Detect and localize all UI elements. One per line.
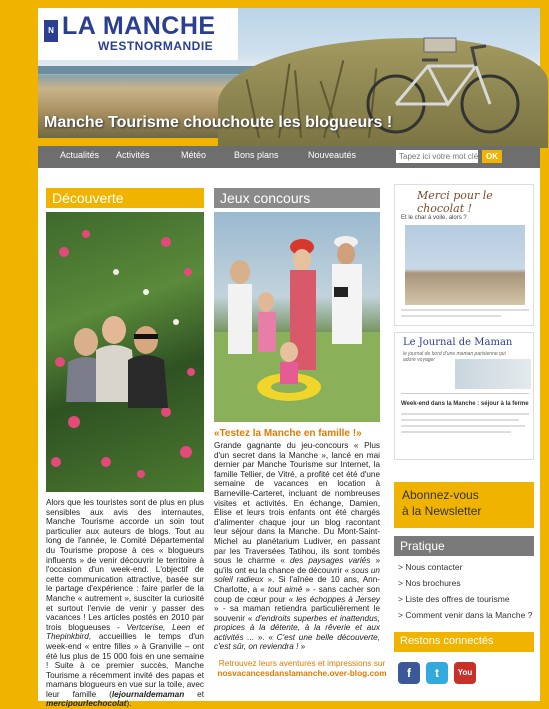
- newsletter-box[interactable]: [394, 482, 534, 528]
- garden-photo-illustration: [46, 212, 204, 492]
- logo-subtitle: WESTNORMANDIE: [98, 39, 214, 53]
- divider: [401, 315, 501, 317]
- divider: [401, 393, 529, 394]
- link-nous-contacter[interactable]: > Nous contacter: [398, 562, 463, 572]
- top-nav: [38, 146, 540, 168]
- photo-bloggers-garden: [46, 212, 204, 492]
- divider: [401, 413, 529, 415]
- pratique-title: Pratique: [400, 539, 445, 553]
- divider: [401, 431, 511, 433]
- search-input[interactable]: [396, 150, 478, 163]
- logo-mark: N: [44, 20, 58, 42]
- clipping1-title: Merci pour le chocolat !: [417, 189, 493, 215]
- clipping1-beach-photo: [405, 225, 525, 305]
- facebook-icon[interactable]: f: [398, 662, 420, 684]
- nav-item-nouveautes[interactable]: Nouveautés: [308, 150, 357, 160]
- clipping2-post-title: Week-end dans la Manche : séjour à la ferme: [401, 401, 529, 407]
- clipping1-subtitle: Et le char à voile, alors ?: [401, 215, 467, 221]
- youtube-icon[interactable]: You: [454, 662, 476, 684]
- clipping-merci-chocolat: [394, 184, 534, 326]
- twitter-icon[interactable]: t: [426, 662, 448, 684]
- nav-item-activites[interactable]: Activités: [116, 150, 150, 160]
- pratique-header: [394, 536, 534, 556]
- jeux-footer-line1: Retrouvez leurs aventures et impressions sur: [218, 658, 386, 668]
- link-comment-venir[interactable]: > Comment venir dans la Manche ?: [398, 610, 533, 620]
- jeux-headline: «Testez la Manche en famille !»: [214, 428, 362, 439]
- search-ok-button[interactable]: OK: [482, 150, 502, 163]
- family-photo-illustration: [214, 212, 380, 422]
- pratique-list: [398, 562, 534, 626]
- hero-caption: Manche Tourisme chouchoute les blogueurs !: [44, 114, 393, 131]
- divider: [401, 419, 519, 421]
- hero-banner: [38, 8, 540, 138]
- blog-link[interactable]: nosvacancesdanslamanche.over-blog.com: [217, 668, 387, 678]
- page-card: [38, 146, 540, 709]
- clipping2-tagline: le journal de bord d'une maman parisienne qui adore voyager: [403, 351, 506, 363]
- clipping-journal-maman: [394, 332, 534, 460]
- newsletter-line2: à la Newsletter: [402, 504, 482, 518]
- photo-family-beach: [214, 212, 380, 422]
- logo-title: LA MANCHE: [62, 12, 216, 40]
- section-title-jeux-concours: Jeux concours: [214, 188, 380, 208]
- connectes-title: Restons connectés: [400, 635, 494, 647]
- divider: [401, 309, 529, 311]
- divider: [401, 425, 525, 427]
- logo[interactable]: [38, 8, 238, 60]
- clipping2-header-photo: [455, 359, 531, 389]
- jeux-footer: [214, 658, 390, 678]
- clipping2-title: Le Journal de Maman: [403, 337, 513, 348]
- jeux-article-text: Grande gagnante du jeu-concours « Plus d'un secret dans la Manche », lancé en mai dernier par Manche Tourisme sur Internet, la famille Tellier, de Vitré, a profité cet été d'une semaine de vacances en location à Barneville-Carteret, incluant de nombreuses visites et activités. En échange, Damien, Élise et leurs trois enfants ont été chargés d'alimenter chaque jour un blog racontant leur séjour dans la Manche. Du Mont-Saint-Michel au planétarium Ludiver, en passant par les Traversées Tatihou, ils sont tombés sous le charme « des paysages variés » qu'ils ont eu la chance de découvrir « sous un soleil radieux ». Si l'aînée de 10 ans, Ann-Charlotte, a « tout aimé » - sans cacher son coup de cœur pour « les échoppes à Jersey » - sa maman retiendra particulièrement le souvenir « d'endroits superbes et inattendus, propices à la détente, à la rêverie et aux activités ... ». « C'est une belle découverte, c'est sûr, on reviendra ! »: [214, 441, 380, 652]
- decouverte-article-text: Alors que les touristes sont de plus en plus sensibles aux avis des internautes, Manche Tourisme accorde un soin tout particulier aux auteurs de blogs. Tout au long de l'année, le Comité Départemental du Tourisme propose à ces « blogueurs influents » de venir découvrir le territoire à l'occasion d'un week-end. L'objectif de cette communication attractive, basée sur le partage d'expérience : faire parler de la Manche « autrement », susciter la curiosité et surtout l'envie de venir y passer des vacances ! Les articles postés en 2010 par trois blogueuses - Vertcerise, Leen et Thepinkbird, accueillies le temps d'un week-end « entre filles » à Granville – ont été lus plus de 15 000 fois en une semaine ! Suite à ce premier succès, Manche Tourisme a récemment invité des papas et mamans blogueurs en vue sur la toile, avec leur famille (lejournaldemaman et mercipourlechocolat).: [46, 498, 205, 709]
- link-liste-offres[interactable]: > Liste des offres de tourisme: [398, 594, 510, 604]
- connectes-header: [394, 632, 534, 652]
- newsletter-line1: Abonnez-vous: [402, 488, 479, 502]
- nav-item-actualites[interactable]: Actualités: [60, 150, 100, 160]
- nav-item-bons-plans[interactable]: Bons plans: [234, 150, 279, 160]
- link-nos-brochures[interactable]: > Nos brochures: [398, 578, 461, 588]
- nav-item-meteo[interactable]: Météo: [181, 150, 207, 160]
- section-title-decouverte: Découverte: [46, 188, 204, 208]
